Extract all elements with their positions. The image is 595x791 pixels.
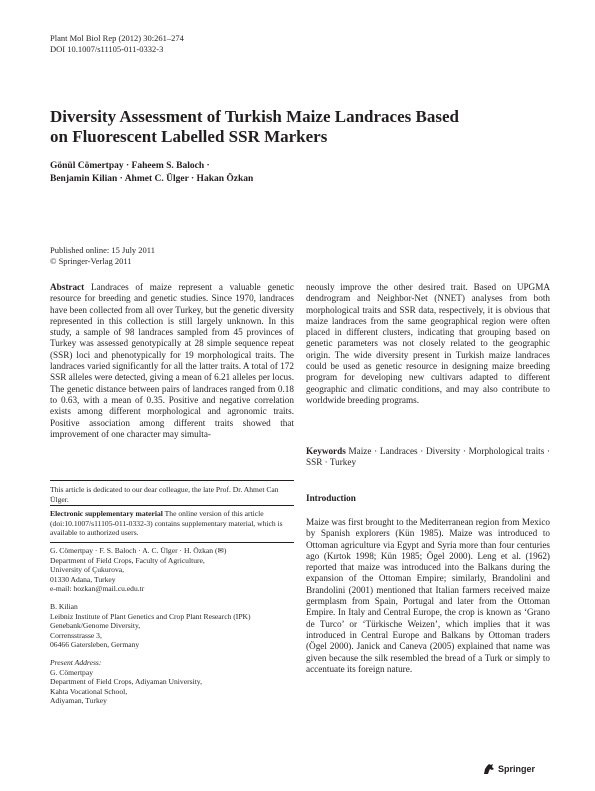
affiliation-3 [50,658,294,706]
publisher-name: Springer [498,764,536,774]
affil1-line: Department of Field Crops, Faculty of Agriculture, [50,555,205,565]
footnote-divider [50,505,294,506]
doi: DOI 10.1007/s11105-011-0332-3 [50,43,164,54]
esm-note [50,509,294,538]
authors-line-1: Gönül Cömertpay · Faheem S. Baloch · [50,161,210,171]
footnotes [50,485,294,706]
keywords-text: Maize · Landraces · Diversity · Morphological traits · SSR · Turkey [306,446,551,468]
abstract-label: Abstract [50,282,85,292]
affil3-line: Kahta Vocational School, [50,686,128,696]
keywords [306,446,550,469]
title-line-1: Diversity Assessment of Turkish Maize Landraces Based [50,107,459,126]
copyright: © Springer-Verlag 2011 [50,255,132,266]
abstract-text: Landraces of maize represent a valuable genetic resource for breeding and genetic studies. Since 1970, landraces have been collected from all over Turkey, but the genetic diversity represented in this collection is still largely unknown. In this study, a sample of 98 landraces sampled from 45 provinces of Turkey was assessed genotypically at 28 simple sequence repeat (SSR) loci and phenotypically for 19 morphological traits. The landraces varied significantly for all the latter traits. A total of 172 SSR alleles were detected, giving a mean of 6.21 alleles per locus. The genetic distance between pairs of landraces ranged from 0.18 to 0.63, with a mean of 0.35. Positive and negative correlation exists among different morphological and agronomic traits. Positive association among different traits showed that improvement of one character may simulta- [50,282,295,439]
journal-citation: Plant Mol Biol Rep (2012) 30:261–274 [50,33,184,43]
email-link[interactable]: e-mail: hozkan@mail.cu.edu.tr [50,584,145,594]
present-address-label: Present Address: [50,657,102,667]
introduction-text [306,517,550,675]
dedication-note: This article is dedicated to our dear colleague, the late Prof. Dr. Ahmet Can Ülger. [50,485,279,504]
affil2-line: Corrensstrasse 3, [50,630,102,640]
affil3-line: G. Cömertpay [50,667,94,677]
esm-label: Electronic supplementary material [50,509,163,519]
footnote-divider-2 [50,542,294,543]
affil1-line: 01330 Adana, Turkey [50,574,116,584]
intro-paragraph: Maize was first brought to the Mediterranean region from Mexico by Spanish explorers (Kün 1985). Maize was introduced to Ottoman agriculture via Egypt and Syria more than four centuries ago (Kırtok 1998; Kün 1985; Ögel 2000). Leng et al. (1962) reported that maize was introduced into the Balkans during the expansion of the Ottoman Empire; similarly, Brandolini and Brandolini (2001) mentioned that Italian farmers received maize germplasm from Spain, Portugal and later from the Ottoman Empire. In Italy and Central Europe, the crop is known as ‘Grano de Turco’ or ‘Türkische Weizen’, which implies that it was introduced in Central Europe and Balkans by Ottoman traders (Ögel 2000). Janick and Caneva (2005) explained that name was given because the silk resembled the bread of a Turk or simply to accentuate its foreign nature. [306,517,550,674]
springer-logo [482,763,535,775]
affiliation-2 [50,602,294,650]
affil1-line: G. Cömertpay · F. S. Baloch · A. C. Ülger · H. Özkan (✉) [50,545,227,555]
title-line-2: on Fluorescent Labelled SSR Markers [50,127,328,146]
affil2-line: 06466 Gatersleben, Germany [50,640,140,650]
published-date: Published online: 15 July 2011 [50,245,155,255]
article-title [50,107,550,147]
journal-header [50,33,184,54]
affil3-line: Adiyaman, Turkey [50,696,107,706]
abstract-text-continued: neously improve the other desired trait. Based on UPGMA dendrogram and Neighbor-Net (NNET) analyses from both morphological traits and SSR data, respectively, it is obvious that maize landraces from the same geographical region were often placed in different clusters, indicating that grouping based on genetic parameters was not closely related to the geographic origin. The wide diversity present in Turkish maize landraces could be used as genetic resource in designing maize breeding program for developing new cultivars adapted to different geographic and climatic conditions, and may also contribute to worldwide breeding programs. [306,282,550,405]
affil3-line: Department of Field Crops, Adiyaman University, [50,677,202,687]
keywords-label: Keywords [306,446,346,456]
author-list [50,160,253,186]
affil2-line: Genebank/Genome Diversity, [50,621,141,631]
footnote-rule [50,480,294,481]
section-heading-introduction: Introduction [306,493,356,503]
publication-info [50,245,155,266]
affil2-line: B. Kilian [50,601,78,611]
abstract-continued [306,282,550,406]
affil2-line: Leibniz Institute of Plant Genetics and Crop Plant Research (IPK) [50,611,251,621]
esm-text: The online version of this article (doi:10.1007/s11105-011-0332-3) contains supplementary material, which is available to authorized users. [50,509,283,538]
abstract [50,282,294,440]
affiliation-1 [50,546,294,594]
affil1-line: University of Çukurova, [50,565,125,575]
springer-horse-icon [482,763,495,775]
authors-line-2: Benjamin Kilian · Ahmet C. Ülger · Hakan Özkan [50,174,254,184]
